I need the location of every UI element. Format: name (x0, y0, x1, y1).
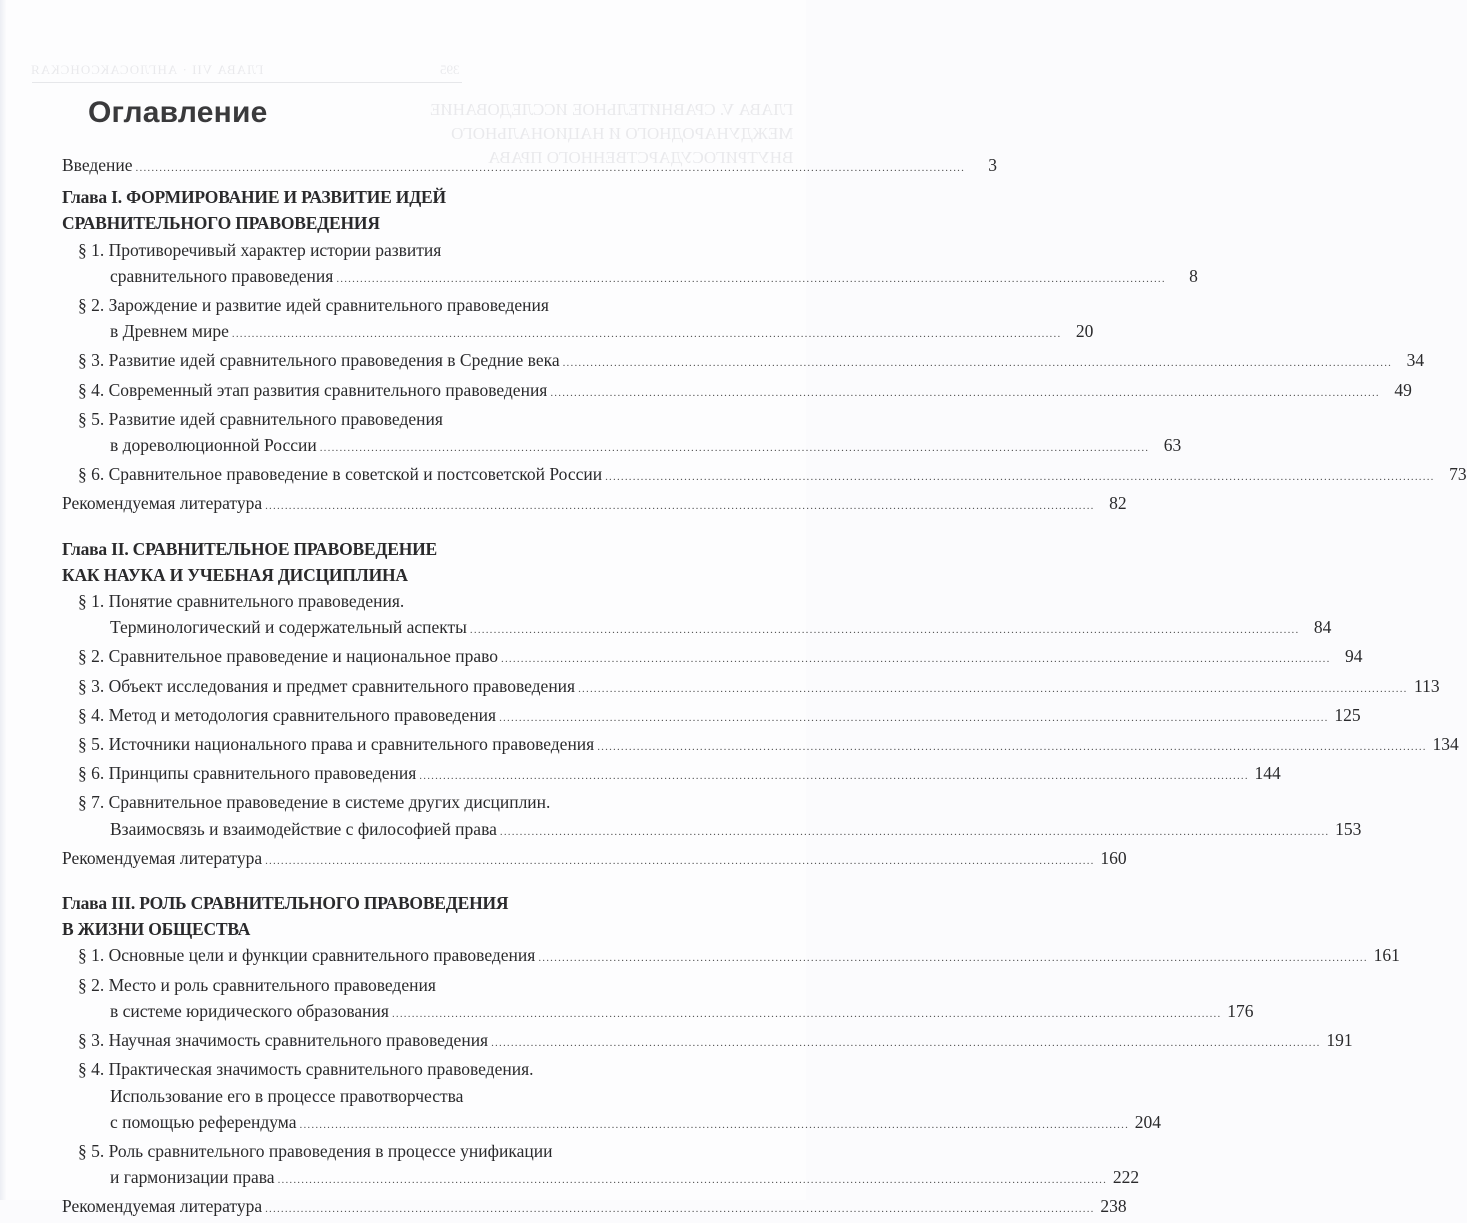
toc-page-number: 191 (1326, 1030, 1353, 1051)
section-title-line: § 3. Объект исследования и предмет сравнительного правоведения (78, 675, 576, 696)
toc-entry-label: Рекомендуемая литература (62, 493, 263, 514)
toc-section[interactable] (62, 237, 1198, 292)
toc-page-number: 153 (1335, 818, 1362, 839)
toc-page-number: 238 (1100, 1196, 1127, 1217)
dot-leader (300, 1112, 1130, 1138)
section-title-last-line (62, 263, 1198, 292)
toc-section[interactable] (62, 760, 1281, 789)
section-title-line: § 3. Научная значимость сравнительного правоведения (78, 1030, 489, 1051)
chapter-spacer (62, 874, 712, 886)
toc-section[interactable] (62, 377, 1412, 406)
toc-page-number: 20 (1075, 321, 1094, 342)
chapter-heading[interactable] (62, 184, 712, 236)
toc-section[interactable] (62, 643, 1363, 672)
toc-page-number: 3 (988, 155, 998, 175)
page-gutter-shadow (0, 0, 6, 1200)
section-title-line: § 6. Принципы сравнительного правоведения (78, 763, 417, 784)
toc-section[interactable] (62, 347, 1425, 376)
section-title-line: в системе юридического образования (110, 1000, 389, 1021)
toc-entry-literature[interactable] (62, 845, 1127, 874)
toc-page-number: 134 (1432, 734, 1459, 755)
toc-page-number: 160 (1100, 847, 1127, 868)
toc-entry-label: Рекомендуемая литература (62, 1196, 263, 1217)
section-title-line: § 7. Сравнительное правоведение в системе других дисциплин. (78, 792, 551, 813)
toc-page-number: 222 (1112, 1167, 1140, 1188)
section-title-last-line (62, 432, 1182, 461)
section-title-line: § 1. Понятие сравнительного правоведения. (78, 591, 405, 612)
toc-page-number: 73 (1449, 464, 1467, 485)
toc-section[interactable] (62, 588, 1332, 643)
dot-leader (500, 819, 1330, 845)
toc-entry-label: Введение (62, 155, 133, 175)
toc-page-number: 125 (1334, 704, 1361, 725)
toc-section[interactable] (62, 292, 1094, 347)
section-title-line: § 5. Роль сравнительного правоведения в процессе унификации (78, 1140, 553, 1161)
toc-section[interactable] (62, 702, 1361, 731)
dot-leader (265, 493, 1095, 519)
toc-page-number: 63 (1163, 435, 1182, 456)
section-title-last-line (62, 614, 1332, 643)
dot-leader (605, 464, 1435, 490)
toc-entry-literature[interactable] (62, 490, 1127, 519)
dot-leader (278, 1167, 1108, 1193)
table-of-contents (62, 152, 1467, 1223)
chapter-heading-line: Глава I. ФОРМИРОВАНИЕ И РАЗВИТИЕ ИДЕЙ (62, 187, 446, 208)
section-title-line: § 4. Практическая значимость сравнительного правоведения. (78, 1059, 534, 1080)
chapter-heading-line: В ЖИЗНИ ОБЩЕСТВА (62, 919, 251, 940)
section-title-line: § 3. Развитие идей сравнительного правоведения в Средние века (78, 350, 560, 371)
dot-leader (265, 848, 1095, 874)
dot-leader (491, 1030, 1321, 1056)
dot-leader (265, 1196, 1095, 1222)
section-title-line: § 5. Развитие идей сравнительного правоведения (78, 408, 443, 429)
section-title-line: § 2. Сравнительное правоведение и национальное право (78, 646, 499, 667)
dot-leader (597, 734, 1427, 760)
toc-page-number: 49 (1394, 379, 1412, 400)
section-title-line: в Древнем мире (110, 321, 229, 342)
toc-section[interactable] (62, 1027, 1353, 1056)
dot-leader (470, 617, 1300, 643)
section-title-last-line (62, 1164, 1140, 1193)
toc-page-number: 144 (1254, 763, 1281, 784)
dot-leader (538, 945, 1368, 971)
page-title: Оглавление (88, 96, 268, 129)
section-title-line: § 5. Источники национального права и сравнительного правоведения (78, 734, 595, 755)
dot-leader (136, 155, 966, 181)
toc-entry-introduction[interactable] (62, 152, 998, 181)
section-title-line: Взаимосвязь и взаимодействие с философией права (110, 818, 497, 839)
section-title-line: в дореволюционной России (110, 435, 317, 456)
section-title-line: с помощью референдума (110, 1111, 297, 1132)
toc-entry-literature[interactable] (62, 1193, 1127, 1222)
toc-section[interactable] (62, 1056, 1162, 1138)
dot-leader (392, 1001, 1222, 1027)
section-title-line: § 4. Метод и методология сравнительного правоведения (78, 704, 497, 725)
toc-section[interactable] (62, 461, 1467, 490)
section-title-line: сравнительного правоведения (110, 265, 334, 286)
toc-page-number: 204 (1134, 1111, 1162, 1132)
section-title-line: Терминологический и содержательный аспекты (110, 617, 467, 638)
toc-page-number: 84 (1313, 617, 1332, 638)
toc-section[interactable] (62, 972, 1254, 1027)
chapter-heading[interactable] (62, 536, 712, 588)
section-title-last-line (62, 816, 1362, 845)
chapter-heading-line: СРАВНИТЕЛЬНОГО ПРАВОВЕДЕНИЯ (62, 213, 380, 234)
toc-section[interactable] (62, 406, 1182, 461)
section-title-line: и гармонизации права (110, 1167, 275, 1188)
bleed-heading-line: МЕЖДУНАРОДНОГО И НАЦИОНАЛЬНОГО (451, 124, 794, 143)
dot-leader (563, 350, 1393, 376)
dot-leader (320, 435, 1150, 461)
bleed-through-page-number: 395 (440, 62, 460, 77)
section-title-line: § 1. Основные цели и функции сравнительного правоведения (78, 945, 536, 966)
section-title-line: § 4. Современный этап развития сравнительного правоведения (78, 379, 548, 400)
section-title-last-line (62, 1109, 1162, 1138)
section-title-line: § 6. Сравнительное правоведение в советской и постсоветской России (78, 464, 603, 485)
chapter-heading-line: КАК НАУКА И УЧЕБНАЯ ДИСЦИПЛИНА (62, 564, 408, 585)
section-title-last-line (62, 318, 1094, 347)
toc-page-number: 176 (1227, 1000, 1254, 1021)
section-title-line: Использование его в процессе правотворчества (110, 1085, 464, 1106)
bleed-heading-line: ГЛАВА V. СРАВНИТЕЛЬНОЕ ИССЛЕДОВАНИЕ (430, 100, 794, 119)
toc-page-number: 161 (1373, 945, 1400, 966)
toc-page-number: 34 (1406, 350, 1425, 371)
chapter-3 (62, 890, 1400, 1222)
chapter-spacer (62, 520, 712, 532)
toc-entry-label: Рекомендуемая литература (62, 847, 263, 868)
chapter-1 (62, 184, 1467, 519)
toc-section[interactable] (62, 731, 1459, 760)
toc-section[interactable] (62, 789, 1362, 844)
bleed-heading-line: ВНУТРИГОСУДАРСТВЕННОГО ПРАВА (488, 148, 794, 167)
chapter-heading[interactable] (62, 890, 712, 942)
dot-leader (336, 266, 1166, 292)
dot-leader (501, 646, 1331, 672)
toc-section[interactable] (62, 942, 1400, 971)
dot-leader (578, 676, 1408, 702)
section-title-line: § 2. Место и роль сравнительного правоведения (78, 974, 436, 995)
chapter-2 (62, 536, 1459, 874)
toc-section[interactable] (62, 673, 1440, 702)
toc-page-number: 94 (1345, 646, 1363, 667)
dot-leader (232, 321, 1062, 347)
chapter-heading-line: Глава II. СРАВНИТЕЛЬНОЕ ПРАВОВЕДЕНИЕ (62, 538, 438, 559)
bleed-through-rule (32, 82, 462, 83)
toc-page-number: 8 (1189, 265, 1198, 286)
chapter-heading-line: Глава III. РОЛЬ СРАВНИТЕЛЬНОГО ПРАВОВЕДЕНИЯ (62, 893, 509, 914)
section-title-line: § 1. Противоречивый характер истории развития (78, 239, 442, 260)
toc-page-number: 82 (1109, 493, 1127, 514)
dot-leader (550, 380, 1380, 406)
section-title-last-line (62, 998, 1254, 1027)
section-title-line: § 2. Зарождение и развитие идей сравнительного правоведения (78, 295, 549, 316)
dot-leader (499, 705, 1329, 731)
bleed-through-running-head: ГЛАВА VII · АНГЛОСАКСОНСКАЯ (30, 62, 264, 77)
toc-page-number: 113 (1413, 675, 1440, 696)
toc-section[interactable] (62, 1138, 1140, 1193)
dot-leader (419, 763, 1249, 789)
